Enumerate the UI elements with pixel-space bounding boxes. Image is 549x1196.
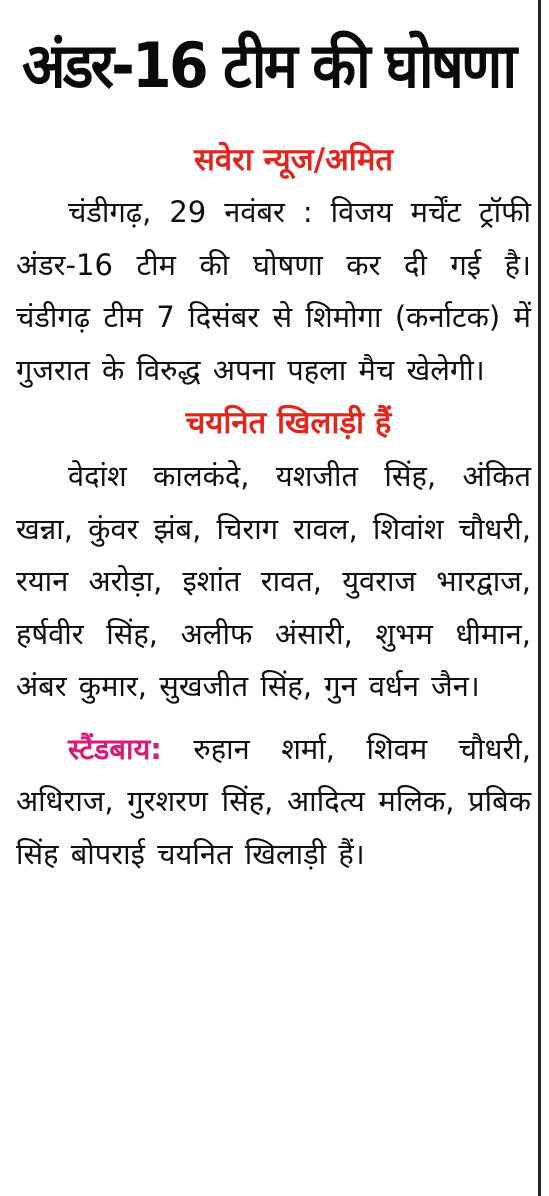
- article-intro-paragraph: [16, 186, 531, 396]
- selected-players-heading: चयनित खिलाड़ी हैं: [185, 405, 392, 441]
- article-headline: अंडर-16 टीम की घोषणा: [22, 29, 515, 102]
- article-intro-text: चंडीगढ़, 29 नवंबर : विजय मर्चेंट ट्रॉफी अंडर-16 टीम की घोषणा कर दी गई है। चंडीगढ़ टीम 7 दिसंबर से शिमोगा (कर्नाटक) में गुजरात के विरुद्ध अपना पहला मैच खेलेगी।: [16, 195, 531, 387]
- column-divider: [538, 0, 541, 1196]
- standby-label: स्टैंडबाय:: [68, 731, 162, 766]
- selected-players-text: वेदांश कालकंदे, यशजीत सिंह, अंकित खन्ना, कुंवर झंब, चिराग रावल, शिवांश चौधरी, रयान अरोड़ा, इशांत रावत, युवराज भारद्वाज, हर्षवीर सिंह, अलीफ अंसारी, शुभम धीमान, अंबर कुमार, सुखजीत सिंह, गुन वर्धन जैन।: [16, 459, 531, 703]
- selected-players-paragraph: [16, 450, 531, 713]
- standby-players-text: रुहान शर्मा, शिवम चौधरी, अधिराज, गुरशरण सिंह, आदित्य मलिक, प्रबिक सिंह बोपराई चयनित खिलाड़ी हैं।: [16, 731, 532, 871]
- standby-paragraph: [16, 723, 531, 881]
- article-byline: सवेरा न्यूज/अमित: [193, 142, 394, 178]
